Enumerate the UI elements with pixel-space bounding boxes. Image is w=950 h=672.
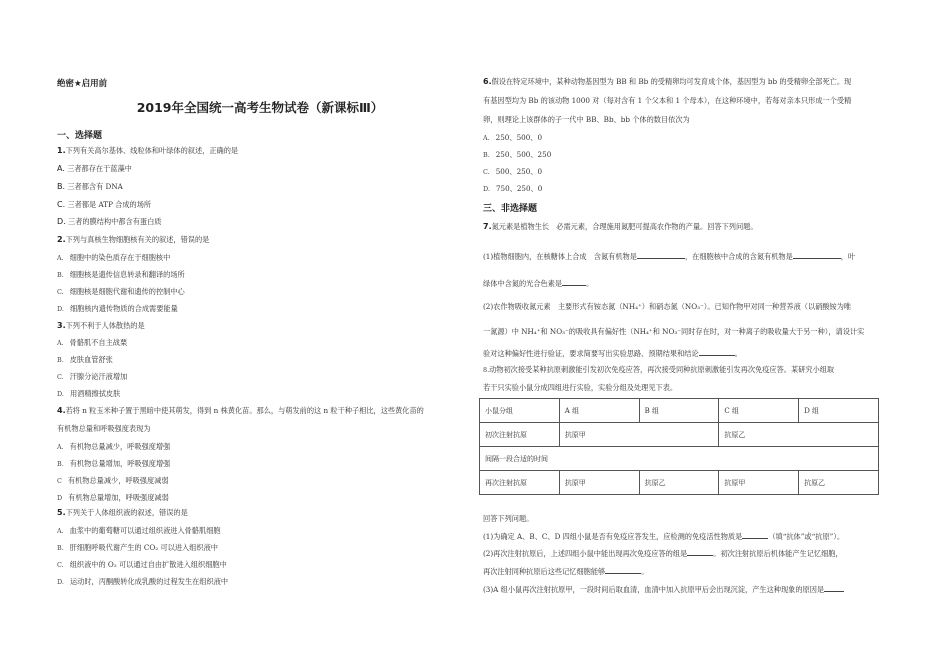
answer-blank[interactable] — [699, 348, 735, 356]
page-title: 2019年全国统一高考生物试卷（新课标Ⅲ） — [136, 100, 384, 115]
question-5-stem: 5.下列关于人体组织液的叙述，错误的是 — [57, 508, 188, 517]
question-8-part-2-line-1: (2)再次注射抗原后，上述四组小鼠中能出现再次免疫应答的组是 。初次注射抗原后机体能产生记忆细胞， — [483, 549, 843, 558]
table-cell: 抗原甲 — [559, 471, 639, 495]
question-6-option-a: A. 250、500、0 — [483, 133, 543, 142]
question-7-part-1-line-2: 绿体中含氮的光合色素是 。 — [483, 279, 594, 288]
question-8-stem-line-1: 8.动物初次接受某种抗原刺激能引发初次免疫应答，再次接受同种抗原刺激能引发再次免疫应答。某研究小组取 — [483, 365, 835, 374]
table-cell: 间隔一段合适的时间 — [480, 447, 879, 471]
question-2-option-a: A. 细胞中的染色质存在于细胞核中 — [57, 253, 171, 262]
question-3-stem: 3.下列不利于人体散热的是 — [57, 321, 145, 330]
table-cell: 抗原乙 — [799, 471, 879, 495]
answer-blank[interactable] — [687, 548, 713, 556]
question-4-stem-line-1: 4.若将 n 粒玉米种子置于黑暗中使其萌发，得到 n 株黄化苗。那么，与萌发前的这 n 粒干种子相比，这些黄化苗的 — [57, 406, 424, 415]
question-1-option-c: C. 三者都是 ATP 合成的场所 — [57, 200, 152, 209]
answer-blank[interactable] — [605, 566, 641, 574]
table-cell: B 组 — [639, 399, 719, 423]
table-cell: 抗原甲 — [559, 423, 719, 447]
question-6-stem-line-2: 有基因型均为 Bb 的该动物 1000 对（每对含有 1 个父本和 1 个母本），在这种环境中，若每对亲本只形成一个受精 — [483, 96, 852, 105]
question-8-part-1: (1)为确定 A、B、C、D 四组小鼠是否有免疫应答发生，应检测的免疫活性物质是 （填“抗体”或“抗原”）。 — [483, 532, 845, 541]
table-row — [480, 471, 879, 495]
question-1-option-a: A. 三者都存在于蓝藻中 — [57, 164, 132, 173]
answer-blank[interactable] — [824, 584, 844, 592]
question-1-stem: 1.下列有关高尔基体、线粒体和叶绿体的叙述，正确的是 — [57, 146, 239, 155]
question-8-answer-intro: 回答下列问题。 — [483, 514, 534, 523]
question-5-option-a: A. 血浆中的葡萄糖可以通过组织液进入骨骼肌细胞 — [57, 526, 221, 535]
section-heading-choice: 一、选择题 — [57, 131, 103, 141]
question-4-option-c: C 有机物总量减少，呼吸强度减弱 — [57, 476, 169, 485]
table-cell: A 组 — [559, 399, 639, 423]
question-4-option-b: B. 有机物总量增加，呼吸强度增强 — [57, 459, 171, 468]
question-3-option-d: D. 用酒精擦拭皮肤 — [57, 389, 121, 398]
table-cell: 小鼠分组 — [480, 399, 560, 423]
question-2-option-b: B. 细胞核是遗传信息转录和翻译的场所 — [57, 270, 185, 279]
table-row — [480, 447, 879, 471]
answer-blank[interactable] — [562, 278, 586, 286]
table-header-row — [480, 399, 879, 423]
table-cell: 抗原乙 — [639, 471, 719, 495]
question-2-option-c: C. 细胞核是细胞代谢和遗传的控制中心 — [57, 287, 185, 296]
question-1-option-d: D. 三者的膜结构中都含有蛋白质 — [57, 217, 162, 226]
table-row — [480, 423, 879, 447]
question-7-part-2-line-1: (2)农作物吸收氮元素 主要形式有铵态氮（NH₄⁺）和硝态氮（NO₃⁻）。已知作物甲对同一种营养液（以硝酸铵为唯 — [483, 302, 852, 311]
question-8-part-3: (3)A 组小鼠再次注射抗原甲，一段时间后取血清，血清中加入抗原甲后会出现沉淀，产生这种现象的原因是 — [483, 584, 844, 595]
table-cell: 再次注射抗原 — [480, 471, 560, 495]
table-cell: 初次注射抗原 — [480, 423, 560, 447]
question-4-option-a: A. 有机物总量减少，呼吸强度增强 — [57, 442, 171, 451]
question-7-part-2-line-2: 一氮源）中 NH₄⁺和 NO₃⁻的吸收具有偏好性（NH₄⁺和 NO₃⁻同时存在时，对一种离子的吸收量大于另一种），请设计实 — [483, 327, 865, 336]
question-4-option-d: D 有机物总量增加，呼吸强度减弱 — [57, 493, 169, 502]
question-6-stem-line-1: 6.假设在特定环境中，某种动物基因型为 BB 和 Bb 的受精卵均可发育成个体，基因型为 bb 的受精卵全部死亡。现 — [483, 77, 852, 86]
question-8-part-2-line-2: 再次注射同种抗原后这些记忆细胞能够 。 — [483, 567, 649, 576]
question-8-stem-line-2: 若干只实验小鼠分成四组进行实验，实验分组及处理见下表。 — [483, 383, 678, 392]
table-cell: 抗原甲 — [719, 471, 799, 495]
question-3-option-c: C. 汗腺分泌汗液增加 — [57, 372, 128, 381]
question-5-option-d: D. 运动时，丙酮酸转化成乳酸的过程发生在组织液中 — [57, 577, 229, 586]
question-4-stem-line-2: 有机物总量和呼吸强度表现为 — [57, 424, 151, 433]
question-number: 1. — [57, 146, 66, 155]
answer-blank[interactable] — [637, 251, 685, 259]
question-5-option-b: B. 肝细胞呼吸代谢产生的 CO₂ 可以进入组织液中 — [57, 543, 218, 552]
experiment-table — [479, 398, 879, 495]
table-cell: D 组 — [799, 399, 879, 423]
answer-blank[interactable] — [742, 531, 768, 539]
question-7-part-1-line-1: (1)植物细胞内，在核糖体上合成 含氮有机物是 ，在细胞核中合成的含氮有机物是 ，叶 — [483, 252, 856, 261]
question-6-option-d: D. 750、250、0 — [483, 184, 543, 193]
question-3-option-b: B. 皮肤血管舒张 — [57, 355, 113, 364]
section-heading-non-choice: 三、非选择题 — [483, 204, 538, 214]
question-6-stem-line-3: 卵，则理论上该群体的子一代中 BB、Bb、bb 个体的数目依次为 — [483, 115, 690, 124]
question-7-stem: 7.氮元素是植物生长 必需元素，合理施用氮肥可提高农作物的产量。回答下列问题。 — [483, 222, 758, 231]
question-2-stem: 2.下列与真核生物细胞核有关的叙述，错误的是 — [57, 235, 210, 244]
question-3-option-a: A. 骨骼肌不自主战栗 — [57, 338, 128, 347]
question-6-option-c: C. 500、250、0 — [483, 167, 543, 176]
question-2-option-d: D. 细胞核内遗传物质的合成需要能量 — [57, 304, 178, 313]
question-5-option-c: C. 组织液中的 O₂ 可以通过自由扩散进入组织细胞中 — [57, 560, 227, 569]
question-6-option-b: B. 250、500、250 — [483, 150, 552, 159]
question-7-part-2-line-3: 验对这种偏好性进行验证，要求简要写出实验思路、预期结果和结论 。 — [483, 349, 742, 358]
confidential-label: 绝密★启用前 — [57, 79, 108, 89]
table-cell: 抗原乙 — [719, 423, 879, 447]
question-1-option-b: B. 三者都含有 DNA — [57, 182, 123, 191]
answer-blank[interactable] — [793, 251, 841, 259]
table-cell: C 组 — [719, 399, 799, 423]
